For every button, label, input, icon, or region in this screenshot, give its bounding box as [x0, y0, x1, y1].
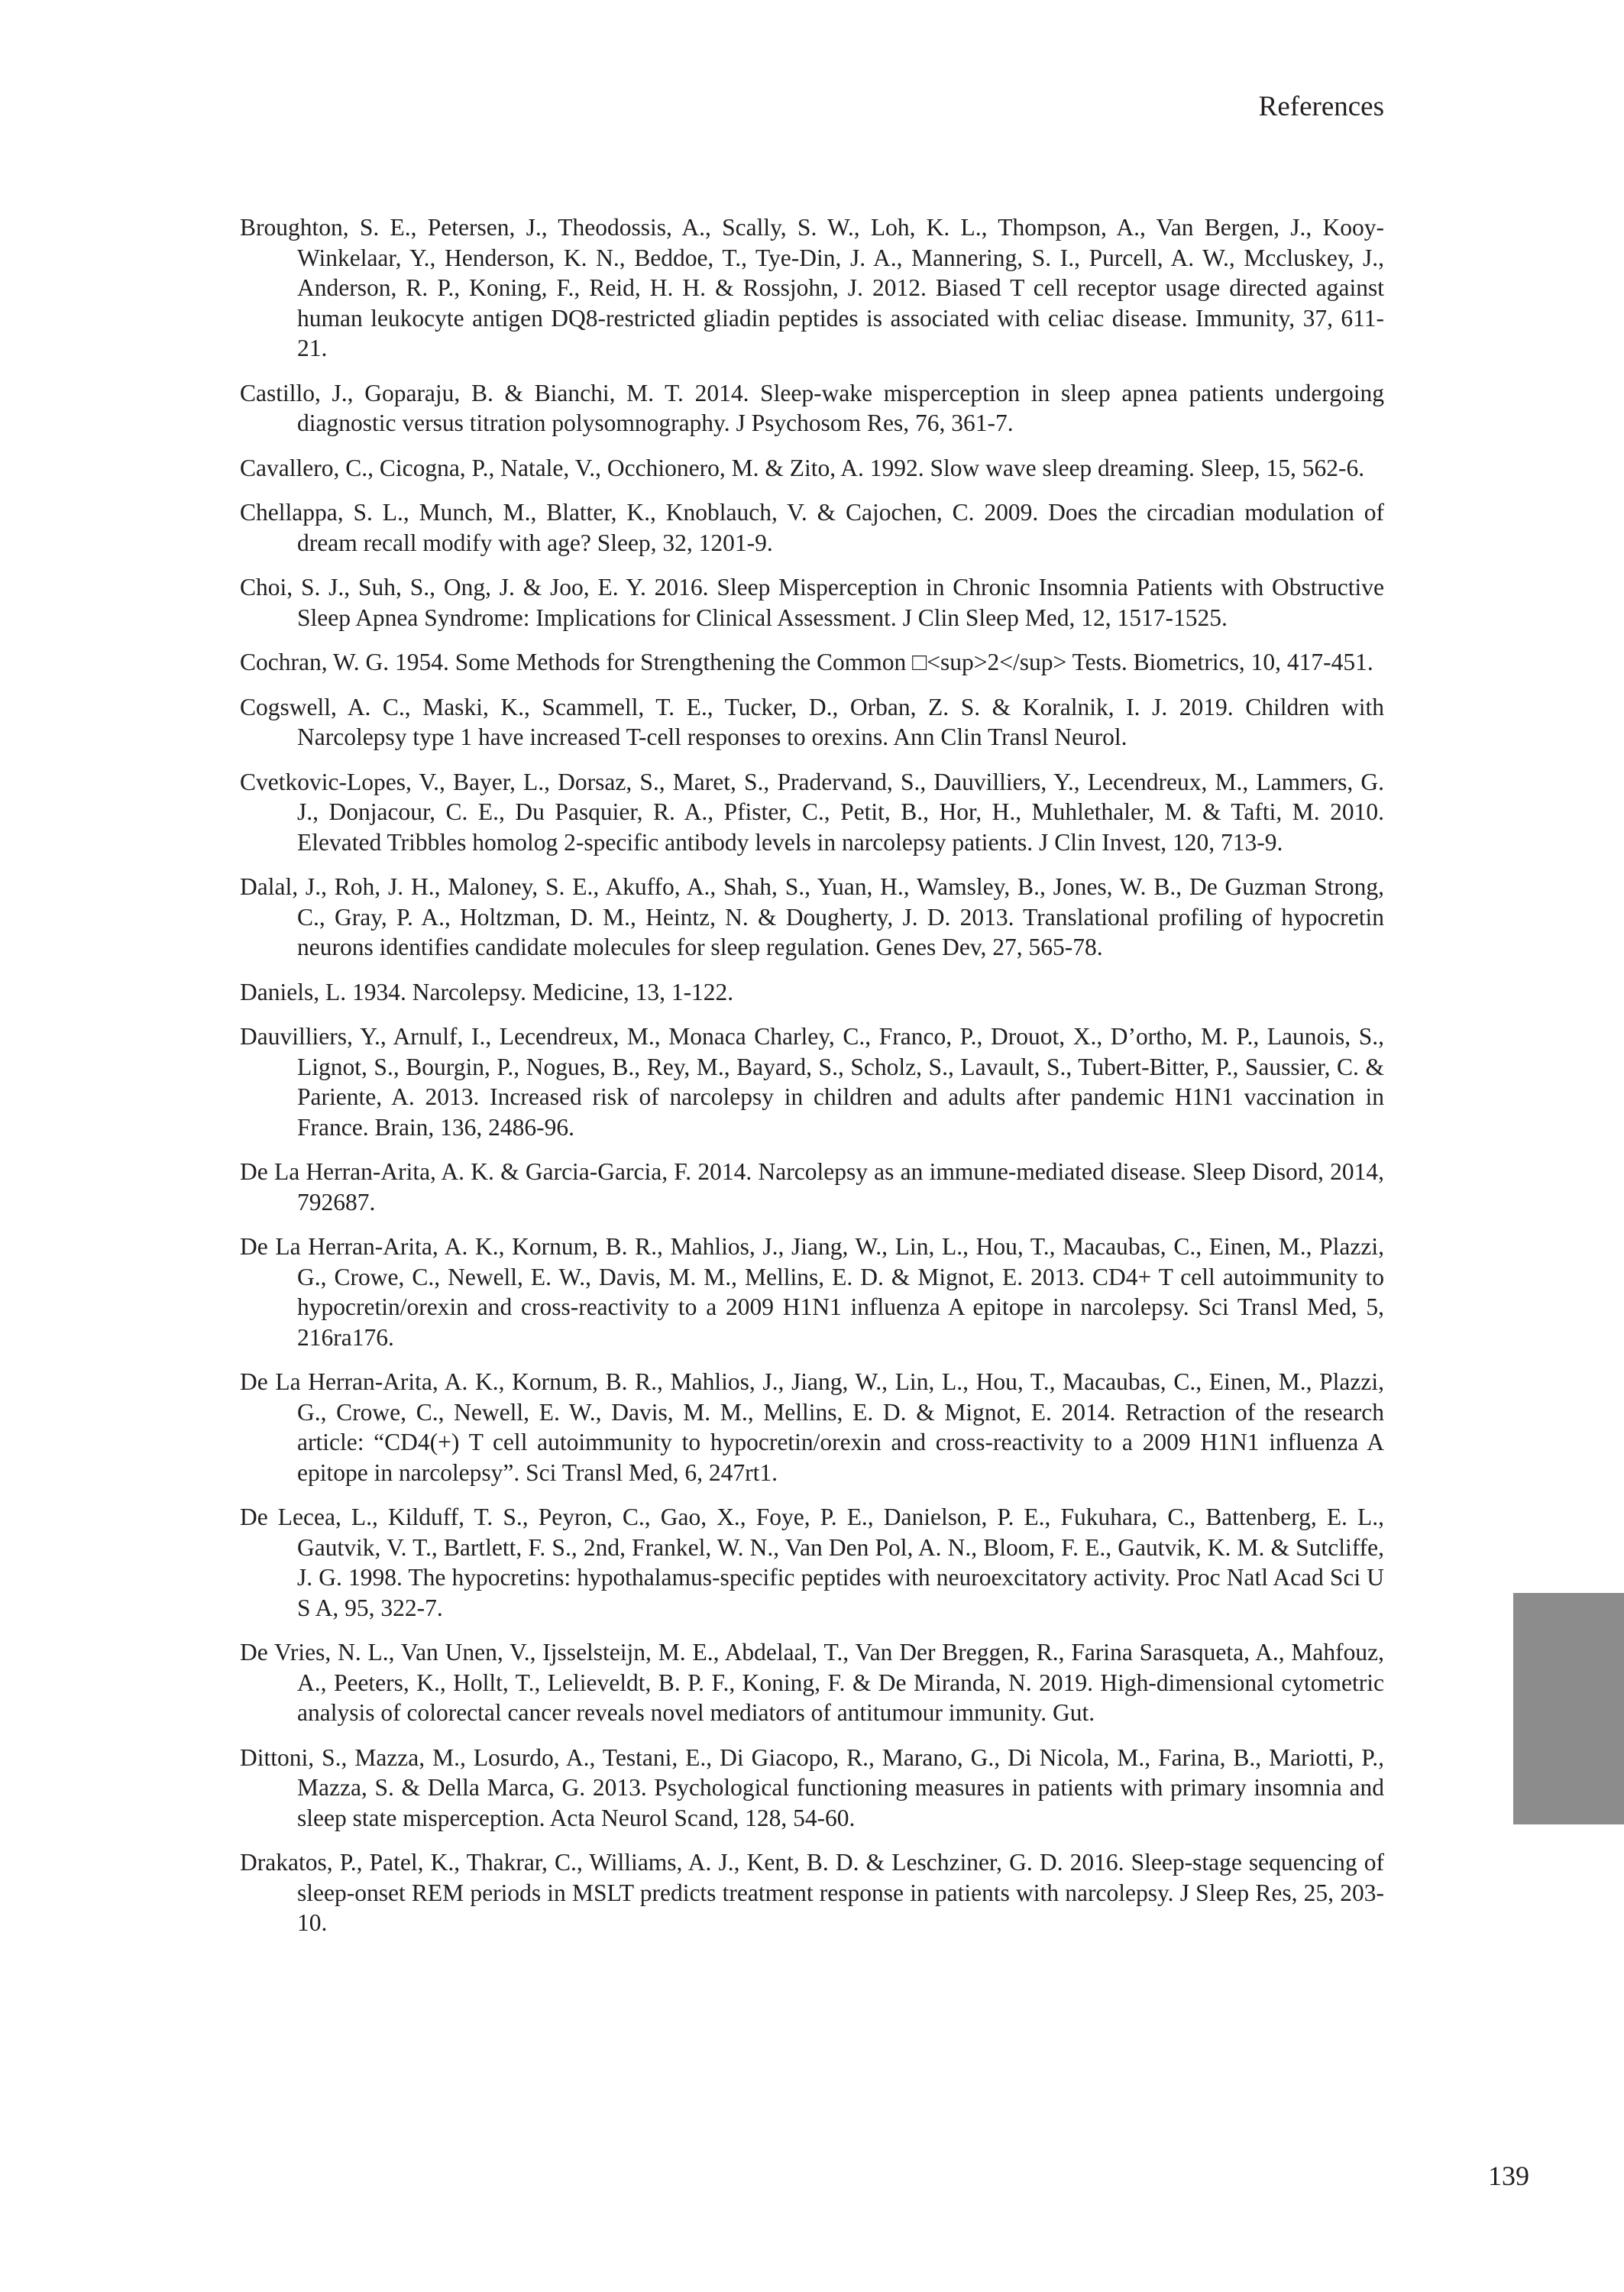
references-list [240, 212, 1384, 1953]
reference-entry-cogswell-2019: Cogswell, A. C., Maski, K., Scammell, T. E., Tucker, D., Orban, Z. S. & Koralnik, I. J. 2019. Children with Narcolepsy type 1 have increased T-cell responses to orexins. Ann Clin Transl Neurol. [240, 693, 1384, 750]
page-number: 139 [1488, 2161, 1529, 2191]
reference-entry-daniels-1934: Daniels, L. 1934. Narcolepsy. Medicine, 13, 1-122. [240, 978, 734, 1005]
reference-entry-de-lecea-1998: De Lecea, L., Kilduff, T. S., Peyron, C., Gao, X., Foye, P. E., Danielson, P. E., Fukuhara, C., Battenberg, E. L., Gautvik, V. T., Bartlett, F. S., 2nd, Frankel, W. N., Van Den Pol, A. N., Bloom, F. E., Gautvik, K. M. & Sutcliffe, J. G. 1998. The hypocretins: hypothalamus-specific peptides with neuroexcitatory activity. Proc Natl Acad Sci U S A, 95, 322-7. [240, 1504, 1384, 1621]
reference-entry-dittoni-2013: Dittoni, S., Mazza, M., Losurdo, A., Testani, E., Di Giacopo, R., Marano, G., Di Nicola, M., Farina, B., Mariotti, P., Mazza, S. & Della Marca, G. 2013. Psychological functioning measures in patients with primary insomnia and sleep state misperception. Acta Neurol Scand, 128, 54-60. [240, 1743, 1384, 1831]
reference-entry-dauvilliers-2013: Dauvilliers, Y., Arnulf, I., Lecendreux, M., Monaca Charley, C., Franco, P., Drouot, X., D’ortho, M. P., Launois, S., Lignot, S., Bourgin, P., Nogues, B., Rey, M., Bayard, S., Scholz, S., Lavault, S., Tubert-Bitter, P., Saussier, C. & Pariente, A. 2013. Increased risk of narcolepsy in children and adults after pandemic H1N1 vaccination in France. Brain, 136, 2486-96. [240, 1023, 1384, 1141]
reference-entry-de-vries-2019: De Vries, N. L., Van Unen, V., Ijsselsteijn, M. E., Abdelaal, T., Van Der Breggen, R., Farina Sarasqueta, A., Mahfouz, A., Peeters, K., Hollt, T., Lelieveldt, B. P. F., Koning, F. & De Miranda, N. 2019. High-dimensional cytometric analysis of colorectal cancer reveals novel mediators of antitumour immunity. Gut. [240, 1639, 1384, 1726]
chapter-thumb-tab [1513, 1593, 1624, 1824]
reference-entry-de-la-herran-arita-2013: De La Herran-Arita, A. K., Kornum, B. R., Mahlios, J., Jiang, W., Lin, L., Hou, T., Macaubas, C., Einen, M., Plazzi, G., Crowe, C., Newell, E. W., Davis, M. M., Mellins, E. D. & Mignot, E. 2013. CD4+ T cell autoimmunity to hypocretin/orexin and cross-reactivity to a 2009 H1N1 influenza A epitope in narcolepsy. Sci Transl Med, 5, 216ra176. [240, 1233, 1384, 1351]
reference-entry-cvetkovic-lopes-2010: Cvetkovic-Lopes, V., Bayer, L., Dorsaz, S., Maret, S., Pradervand, S., Dauvilliers, Y., Lecendreux, M., Lammers, G. J., Donjacour, C. E., Du Pasquier, R. A., Pfister, C., Petit, B., Hor, H., Muhlethaler, M. & Tafti, M. 2010. Elevated Tribbles homolog 2-specific antibody levels in narcolepsy patients. J Clin Invest, 120, 713-9. [240, 768, 1384, 856]
reference-entry-de-la-herran-arita-2014a: De La Herran-Arita, A. K. & Garcia-Garcia, F. 2014. Narcolepsy as an immune-mediated disease. Sleep Disord, 2014, 792687. [240, 1158, 1384, 1216]
running-header: References [1258, 91, 1384, 122]
reference-entry-chellappa-2009: Chellappa, S. L., Munch, M., Blatter, K., Knoblauch, V. & Cajochen, C. 2009. Does the circadian modulation of dream recall modify with age? Sleep, 32, 1201-9. [240, 499, 1384, 556]
reference-entry-dalal-2013: Dalal, J., Roh, J. H., Maloney, S. E., Akuffo, A., Shah, S., Yuan, H., Wamsley, B., Jones, W. B., De Guzman Strong, C., Gray, P. A., Holtzman, D. M., Heintz, N. & Dougherty, J. D. 2013. Translational profiling of hypocretin neurons identifies candidate molecules for sleep regulation. Genes Dev, 27, 565-78. [240, 873, 1384, 960]
reference-entry-choi-2016: Choi, S. J., Suh, S., Ong, J. & Joo, E. Y. 2016. Sleep Misperception in Chronic Insomnia Patients with Obstructive Sleep Apnea Syndrome: Implications for Clinical Assessment. J Clin Sleep Med, 12, 1517-1525. [240, 574, 1384, 631]
reference-entry-cavallero-1992: Cavallero, C., Cicogna, P., Natale, V., Occhionero, M. & Zito, A. 1992. Slow wave sleep dreaming. Sleep, 15, 562-6. [240, 454, 1365, 481]
reference-entry-de-la-herran-arita-2014b: De La Herran-Arita, A. K., Kornum, B. R., Mahlios, J., Jiang, W., Lin, L., Hou, T., Macaubas, C., Einen, M., Plazzi, G., Crowe, C., Newell, E. W., Davis, M. M., Mellins, E. D. & Mignot, E. 2014. Retraction of the research article: “CD4(+) T cell autoimmunity to hypocretin/orexin and cross-reactivity to a 2009 H1N1 influenza A epitope in narcolepsy”. Sci Transl Med, 6, 247rt1. [240, 1368, 1384, 1486]
reference-entry-castillo-2014: Castillo, J., Goparaju, B. & Bianchi, M. T. 2014. Sleep-wake misperception in sleep apnea patients undergoing diagnostic versus titration polysomnography. J Psychosom Res, 76, 361-7. [240, 379, 1384, 436]
reference-entry-broughton-2012: Broughton, S. E., Petersen, J., Theodossis, A., Scally, S. W., Loh, K. L., Thompson, A., Van Bergen, J., Kooy-Winkelaar, Y., Henderson, K. N., Beddoe, T., Tye-Din, J. A., Mannering, S. I., Purcell, A. W., Mccluskey, J., Anderson, R. P., Koning, F., Reid, H. H. & Rossjohn, J. 2012. Biased T cell receptor usage directed against human leukocyte antigen DQ8-restricted gliadin peptides is associated with celiac disease. Immunity, 37, 611-21. [240, 214, 1384, 361]
reference-entry-drakatos-2016: Drakatos, P., Patel, K., Thakrar, C., Williams, A. J., Kent, B. D. & Leschziner, G. D. 2016. Sleep-stage sequencing of sleep-onset REM periods in MSLT predicts treatment response in patients with narcolepsy. J Sleep Res, 25, 203-10. [240, 1849, 1384, 1936]
reference-entry-cochran-1954: Cochran, W. G. 1954. Some Methods for Strengthening the Common □<sup>2</sup> Tests. Biometrics, 10, 417-451. [240, 649, 1373, 675]
